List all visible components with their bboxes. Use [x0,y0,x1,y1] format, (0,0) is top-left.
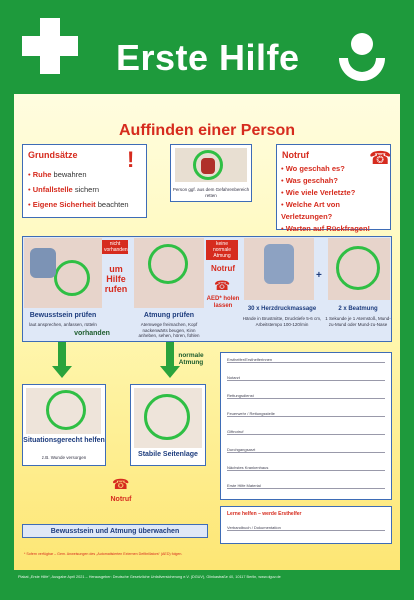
situation-title: Situationsgerecht helfen [23,437,105,444]
list-item: • Unfallstelle sichern [28,185,99,194]
aed-label: AED* holen lassen [206,296,240,309]
list-item: • Eigene Sicherheit beachten [28,200,129,209]
tag-nicht-vorhanden: nicht vorhanden [104,241,128,253]
dguv-logo-icon [335,30,389,86]
tag-keine-atmung: keine normale Atmung [206,240,238,260]
doc-line: Notarzt [227,375,385,381]
notruf-heading: Notruf [282,150,309,160]
phone-icon: ☎ [369,148,392,168]
grundsaetze-heading: Grundsätze [28,150,78,160]
doc-line: Erste Hilfe Material [227,483,385,489]
seitenlage-title: Stabile Seitenlage [138,451,198,458]
herzdruck-image [244,238,314,300]
doc-line: Ersthelfer/Ersthelferinnen [227,357,385,363]
notruf-list [281,163,390,235]
bewusstsein-image [24,238,102,308]
notruf-label: Notruf [211,264,235,273]
grundsaetze-list [28,167,129,212]
lernen-text: Lerne helfen – werde Ersthelfer [227,511,302,517]
arrow-down [58,342,66,368]
beatmung-image [328,238,390,300]
recovery-position-image [134,388,202,448]
list-item: • Wo geschah es? [281,164,345,173]
beatmung-desc: 1 Sekunde je 1 Atemstoß, Mund-zu-Mund oder Mund-zu-Nase [325,316,391,327]
doc-line: Giftnotruf [227,429,385,435]
arrow-down-2 [166,342,174,368]
list-item: • Wie viele Verletzte? [281,188,356,197]
ueberwachen-label: Bewusstsein und Atmung überwachen [50,528,180,535]
situation-desc: z.B. Wunde versorgen [41,455,87,460]
atmung-image [134,238,204,308]
list-item: • Ruhe bewahren [28,170,87,179]
documentation-box [220,352,392,500]
notruf-label-2: Notruf [110,496,132,503]
atmung-title: Atmung prüfen [143,312,195,319]
arrow-head-icon [52,366,72,378]
person-caption: Person ggf. aus dem Gefahrenbereich retten [172,187,250,198]
herzdruck-desc: Hände in Brustmitte, Drucktiefe 5-6 cm, Arbeitstempo 100-120/min [242,316,322,327]
phone-icon: ☎ [112,476,130,492]
doc-line: Feuerwehr / Rettungsstelle [227,411,385,417]
wound-image [26,388,101,434]
um-hilfe-rufen: um Hilfe rufen [104,264,128,294]
content-panel [14,94,400,570]
beatmung-title: 2 x Beatmung [338,306,378,312]
doc-line: Durchgangsarzt [227,447,385,453]
list-item: • Was geschah? [281,176,338,185]
footnote: * Sofern verfügbar – Gem. Anweisungen des „Automatisierten Externen Defibrillators“ (AED) folgen. [24,552,183,556]
phone-icon: ☎ [214,278,231,293]
grundsaetze-box [22,144,147,218]
vorhanden-label: vorhanden [74,330,110,337]
arrow-head-icon [160,366,180,378]
footer: Plakat „Erste Hilfe“, Ausgabe April 2021 – Herausgeber: Deutsche Gesetzliche Unfallversicherung e.V. (DGUV), Glinkastraße 40, 10117 Berlin, www.dguv.de [18,575,281,579]
situation-box [22,384,106,466]
list-item: • Warten auf Rückfragen! [281,224,371,233]
lernen-box [220,506,392,544]
header [0,0,414,90]
page-title: Erste Hilfe [116,37,300,78]
exclamation-icon: ! [127,147,135,172]
doc-line: Verbandbuch / Dokumentation [227,525,385,531]
doc-line: Nächstes Krankenhaus [227,465,385,471]
herzdruck-title: 30 x Herzdruckmassage [247,306,317,312]
ueberwachen-bar [22,524,208,538]
list-item: • Welche Art von Verletzungen? [281,200,340,221]
plus-sign: + [316,270,322,281]
person-box [170,144,252,202]
atmung-desc: Atemwege freimachen, Kopf nackenwärts beugen, Kinn anheben, sehen, hören, fühlen [138,322,200,338]
doc-line: Rettungsdienst [227,393,385,399]
notruf-box [276,144,392,233]
section-title: Auffinden einer Person [118,122,296,139]
seitenlage-box [130,384,206,466]
first-aid-cross-icon [22,18,78,74]
bewusstsein-desc: laut ansprechen, anfassen, rütteln [29,322,97,327]
normale-atmung-label: normale Atmung [178,352,204,366]
rescue-image [175,148,247,182]
bewusstsein-title: Bewusstsein prüfen [29,312,97,319]
